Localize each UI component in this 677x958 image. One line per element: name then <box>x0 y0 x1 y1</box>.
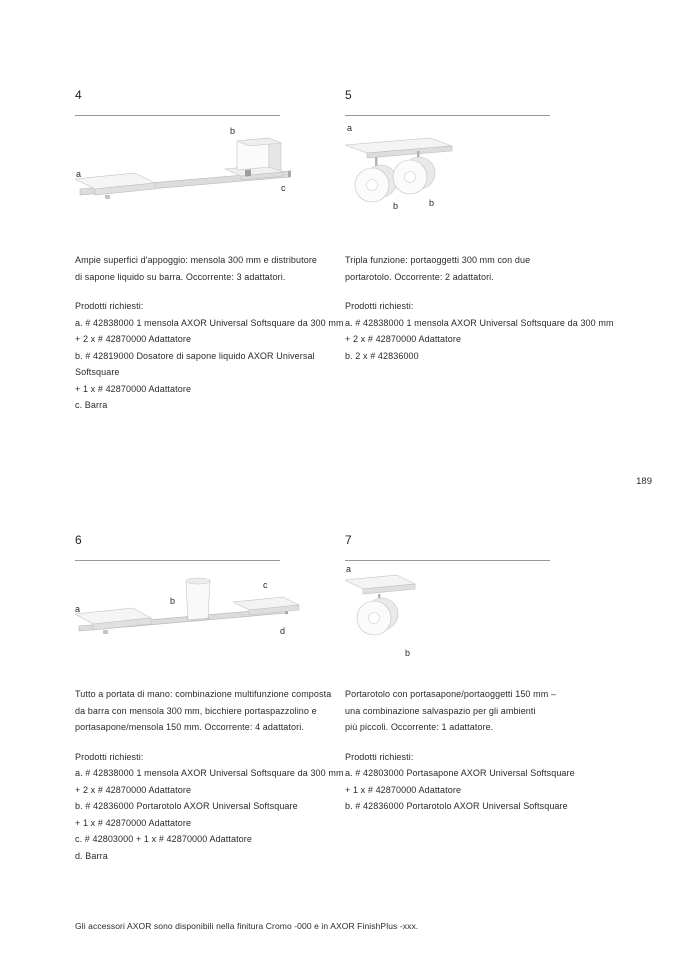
product-line: b. 2 x # 42836000 <box>345 350 419 361</box>
label-d: d <box>280 626 286 636</box>
toilet-roll-left <box>355 165 397 202</box>
toilet-roll-right <box>393 157 435 194</box>
shelf <box>345 138 452 158</box>
product-line: c. # 42803000 + 1 x # 42870000 Adattatore <box>75 834 252 844</box>
label-b2: b <box>429 198 435 208</box>
product-line: + 2 x # 42870000 Adattatore <box>345 334 462 344</box>
label-a: a <box>347 123 353 133</box>
toilet-roll <box>357 598 398 635</box>
section-6 <box>75 533 344 864</box>
product-line: b. # 42819000 Dosatore di sapone liquido AXOR Universal <box>75 350 315 361</box>
bar-combination-drawing <box>75 566 327 678</box>
shelf <box>345 575 415 594</box>
section-5 <box>345 88 614 364</box>
section-number: 7 <box>345 533 352 547</box>
required-products-list <box>75 298 344 414</box>
product-line: + 1 x # 42870000 Adattatore <box>75 383 192 394</box>
product-line: a. # 42803000 Portasapone AXOR Universal Softsquare <box>345 768 575 778</box>
description-line: Portarotolo con portasapone/portaoggetti 150 mm – <box>345 689 557 699</box>
section-divider <box>75 560 280 561</box>
product-line: + 2 x # 42870000 Adattatore <box>75 784 192 795</box>
section-description <box>345 686 601 736</box>
page-number: 189 <box>636 476 652 487</box>
description-line: di sapone liquido su barra. Occorrente: 3 adattatori. <box>75 271 286 282</box>
description-line: portarotolo. Occorrente: 2 adattatori. <box>345 271 494 282</box>
description-line: una combinazione salvaspazio per gli ambienti <box>345 705 536 716</box>
illustration-roll-holder-with-shelf <box>345 566 601 678</box>
required-products-list <box>345 749 601 815</box>
section-description <box>75 252 331 285</box>
description-line: più piccoli. Occorrente: 1 adattatore. <box>345 722 494 732</box>
section-number: 6 <box>75 533 82 547</box>
description-line: Tutto a portata di mano: combinazione multifunzione composta <box>75 689 332 699</box>
label-a: a <box>75 604 81 614</box>
illustration-shelf-with-double-roll-holder <box>345 121 601 244</box>
section-number: 5 <box>345 88 352 102</box>
left-shelf <box>75 173 155 199</box>
section-description <box>75 686 331 736</box>
label-a: a <box>346 566 352 574</box>
label-b: b <box>170 596 176 606</box>
section-4 <box>75 88 344 414</box>
section-divider <box>75 115 280 116</box>
label-a: a <box>76 169 82 179</box>
label-b: b <box>230 126 236 136</box>
description-line: Ampie superfici d'appoggio: mensola 300 mm e distributore <box>75 255 318 265</box>
soap-dispenser <box>225 138 283 180</box>
illustration-bar-shelf-tumbler-combination <box>75 566 331 678</box>
description-line: Tripla funzione: portaoggetti 300 mm con due <box>345 255 531 265</box>
section-divider <box>345 560 550 561</box>
product-line: + 1 x # 42870000 Adattatore <box>75 817 192 828</box>
product-line: c. Barra <box>75 400 108 410</box>
label-b: b <box>405 648 411 658</box>
product-line: + 1 x # 42870000 Adattatore <box>345 784 462 795</box>
section-description <box>345 252 601 285</box>
section-number: 4 <box>75 88 82 102</box>
required-products-title: Prodotti richiesti: <box>75 751 144 762</box>
product-line: a. # 42838000 1 mensola AXOR Universal Softsquare da 300 mm <box>75 768 344 778</box>
product-line: b. # 42836000 Portarotolo AXOR Universal Softsquare <box>345 801 568 811</box>
required-products-title: Prodotti richiesti: <box>345 301 414 311</box>
product-line: a. # 42838000 1 mensola AXOR Universal Softsquare da 300 mm <box>75 317 344 328</box>
label-c: c <box>281 183 286 193</box>
shelf-double-roll-drawing <box>345 121 597 244</box>
label-b: b <box>393 201 399 211</box>
roll-holder-shelf-drawing <box>345 566 597 678</box>
section-7 <box>345 533 601 815</box>
required-products-title: Prodotti richiesti: <box>75 301 144 311</box>
product-line: a. # 42838000 1 mensola AXOR Universal Softsquare da 300 mm <box>345 317 614 328</box>
section-divider <box>345 115 550 116</box>
description-line: da barra con mensola 300 mm, bicchiere portaspazzolino e <box>75 705 317 716</box>
product-line: d. Barra <box>75 850 108 861</box>
label-c: c <box>263 580 268 590</box>
product-line: Softsquare <box>75 367 120 377</box>
illustration-shelf-with-soap-dispenser <box>75 121 331 244</box>
tumbler <box>186 578 210 621</box>
shelf-soap-dispenser-drawing <box>75 121 327 244</box>
description-line: portasapone/mensola 150 mm. Occorrente: 4 adattatori. <box>75 722 304 732</box>
product-line: + 2 x # 42870000 Adattatore <box>75 334 192 344</box>
required-products-list <box>75 749 344 865</box>
footer-finish-note: Gli accessori AXOR sono disponibili nella finitura Cromo -000 e in AXOR FinishPlus -xxx. <box>75 921 419 931</box>
required-products-title: Prodotti richiesti: <box>345 751 414 762</box>
product-line: b. # 42836000 Portarotolo AXOR Universal Softsquare <box>75 801 298 811</box>
required-products-list <box>345 298 614 364</box>
